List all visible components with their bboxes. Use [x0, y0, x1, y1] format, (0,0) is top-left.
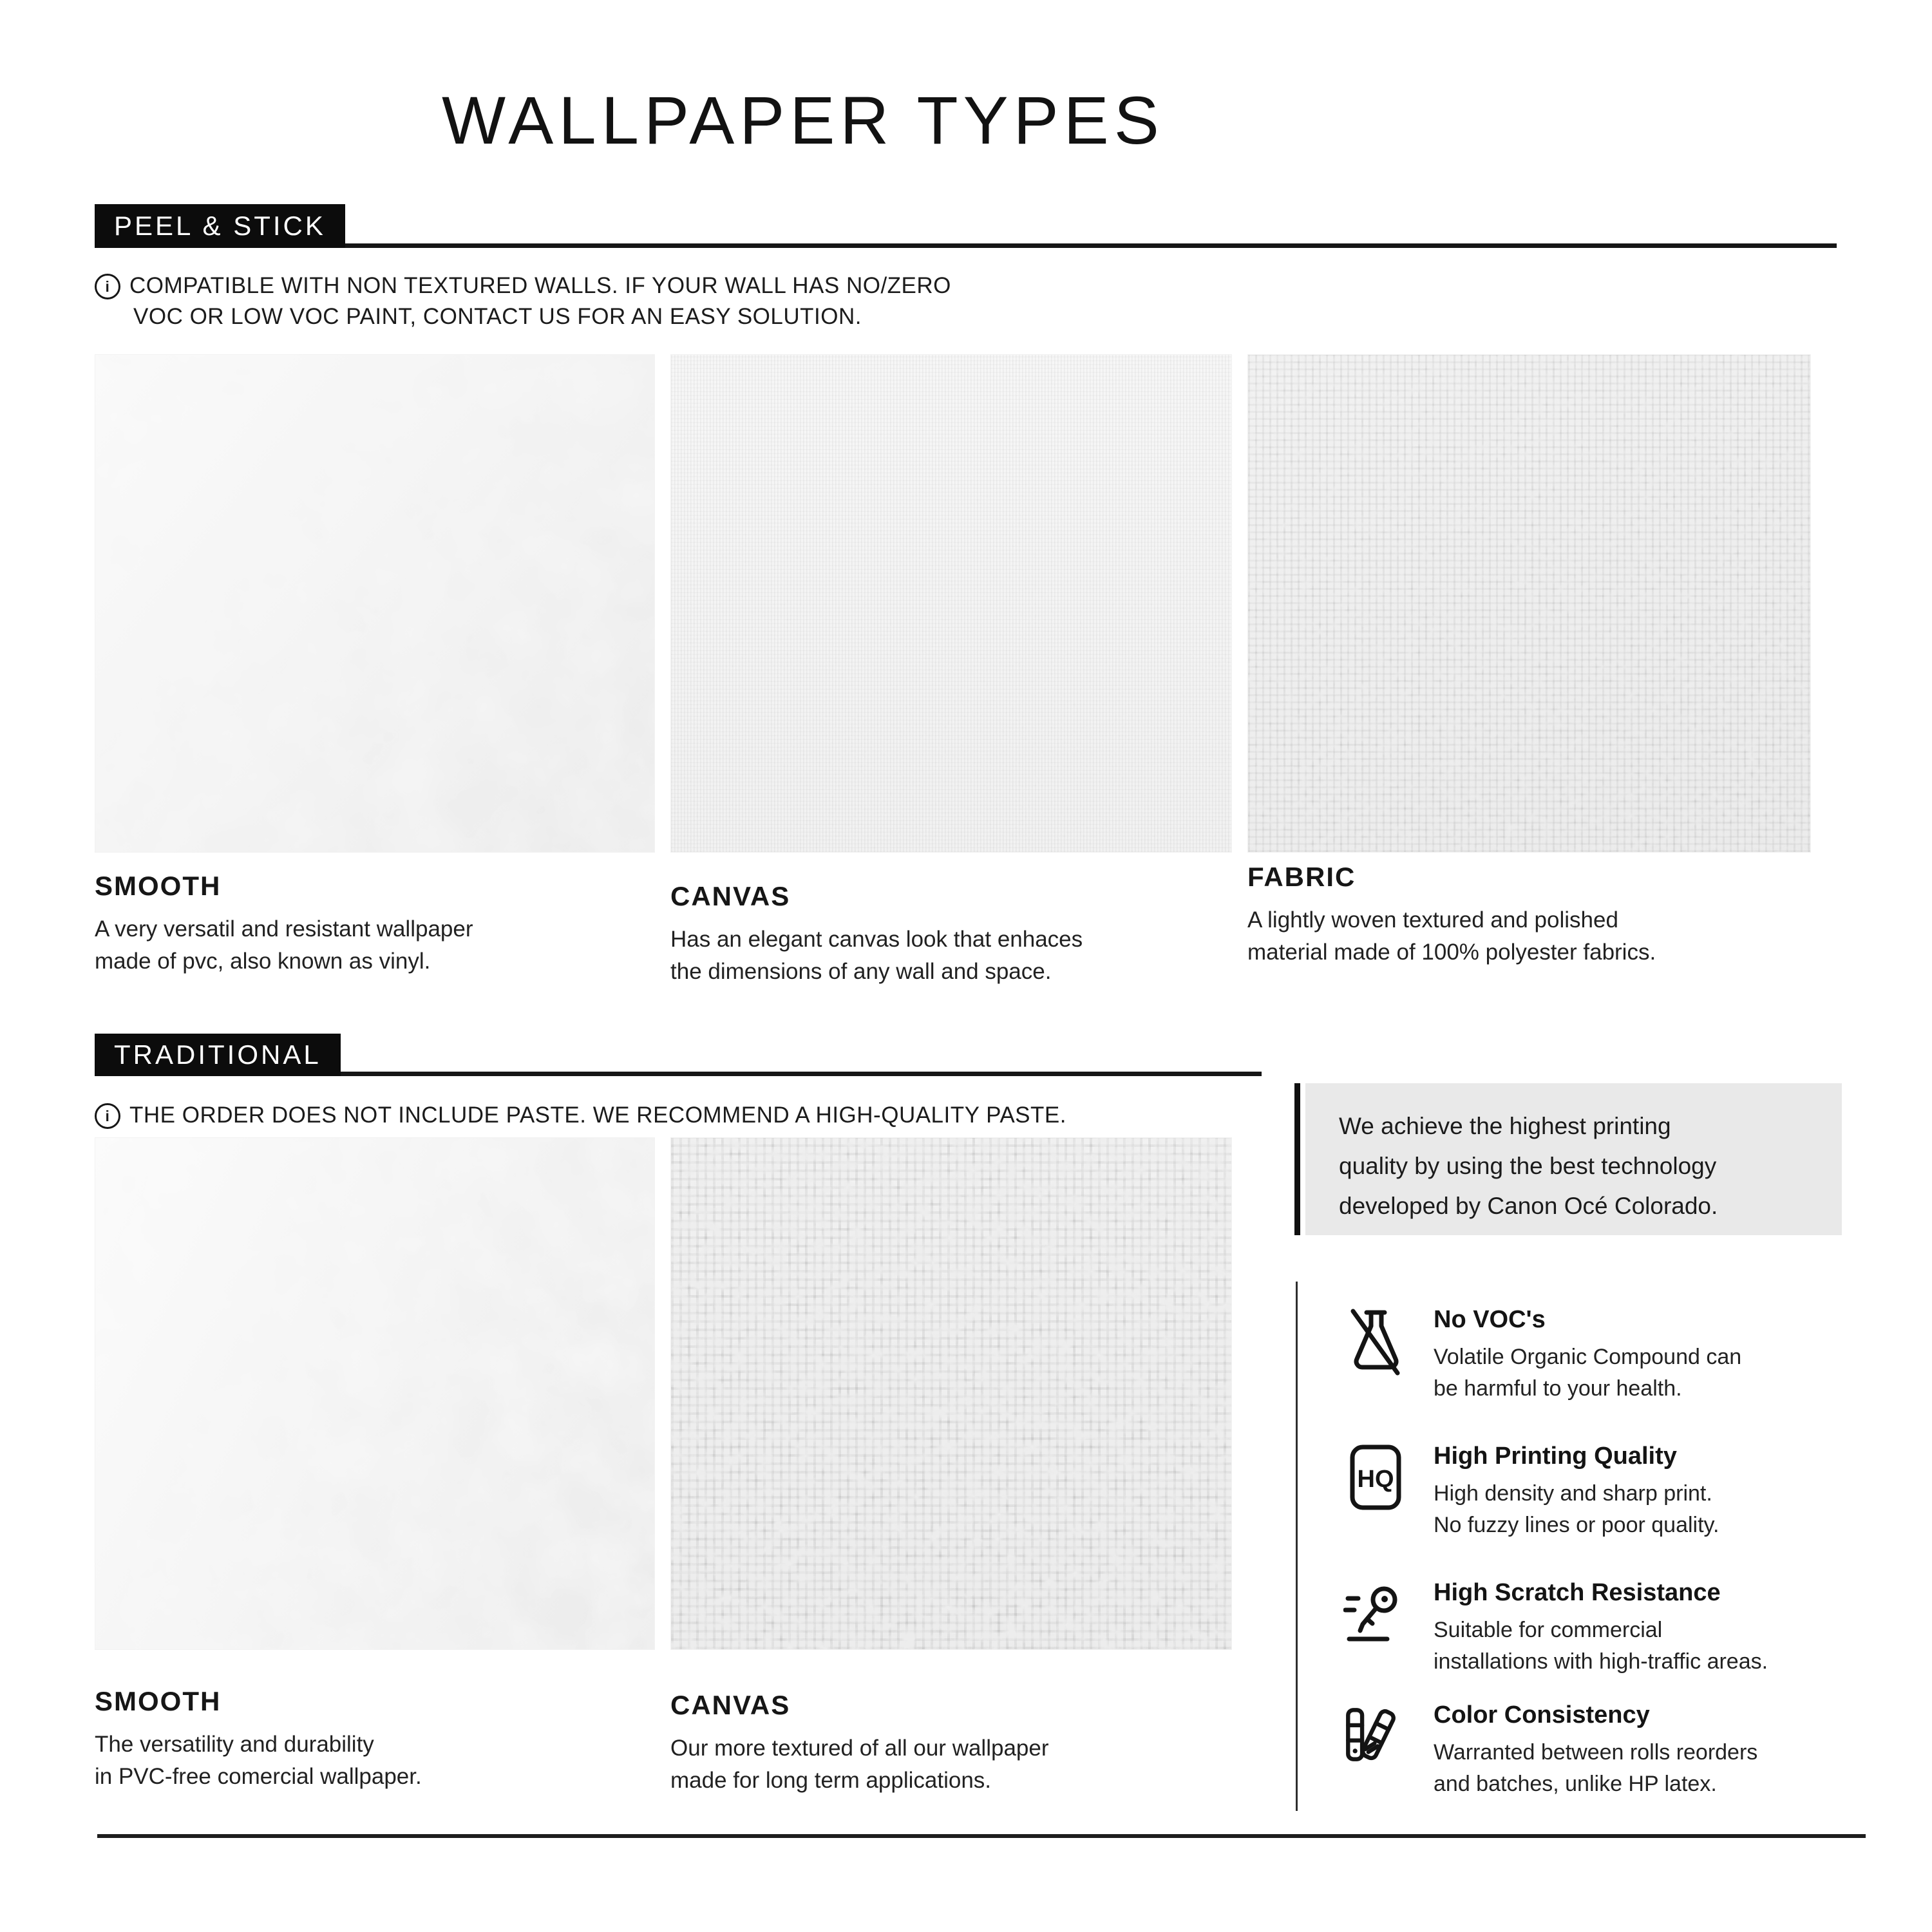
swatch-description [95, 1728, 422, 1793]
traditional-note [95, 1100, 1066, 1131]
feature-high-printing-quality [1343, 1443, 1846, 1541]
page-title: WALLPAPER TYPES [442, 83, 1164, 158]
note-line: COMPATIBLE WITH NON TEXTURED WALLS. IF YOUR WALL HAS NO/ZERO [129, 273, 951, 298]
banner-accent-bar [1294, 1083, 1300, 1235]
svg-text:HQ: HQ [1357, 1466, 1394, 1493]
desc-line: Volatile Organic Compound can [1434, 1345, 1742, 1369]
desc-line: material made of 100% polyester fabrics. [1247, 940, 1656, 965]
feature-title: High Printing Quality [1434, 1443, 1677, 1470]
desc-line: made of pvc, also known as vinyl. [95, 949, 431, 974]
color-swatches-icon [1343, 1701, 1408, 1774]
texture-noise [671, 355, 1231, 852]
feature-description [1434, 1737, 1846, 1800]
feature-description [1434, 1615, 1846, 1678]
info-icon-glyph: i [105, 1107, 110, 1124]
swatch-description [1247, 904, 1656, 969]
note-line: THE ORDER DOES NOT INCLUDE PASTE. WE RECOMMEND A HIGH-QUALITY PASTE. [129, 1103, 1066, 1128]
swatch-title-smooth: SMOOTH [95, 871, 222, 901]
info-icon [95, 1103, 120, 1129]
texture-noise [671, 1138, 1231, 1649]
banner-line: quality by using the best technology [1339, 1153, 1717, 1179]
desc-line: A lightly woven textured and polished [1247, 907, 1618, 933]
swatch-description [670, 923, 1083, 988]
features-divider-line [1296, 1282, 1298, 1811]
desc-line: Has an elegant canvas look that enhaces [670, 927, 1083, 952]
desc-line: High density and sharp print. [1434, 1481, 1712, 1506]
feature-title: No VOC's [1434, 1306, 1546, 1333]
desc-line: and batches, unlike HP latex. [1434, 1772, 1717, 1796]
no-voc-flask-icon [1343, 1306, 1408, 1378]
swatch-title-smooth: SMOOTH [95, 1686, 222, 1716]
printing-quality-banner [1305, 1083, 1842, 1235]
hq-badge-icon [1343, 1443, 1408, 1515]
desc-line: A very versatil and resistant wallpaper [95, 916, 473, 942]
peel-stick-note [95, 270, 951, 332]
feature-description [1434, 1478, 1846, 1541]
texture-sample-peel-fabric [1247, 354, 1811, 853]
desc-line: made for long term applications. [670, 1768, 992, 1793]
section-label-traditional [95, 1034, 341, 1076]
texture-noise [95, 355, 654, 852]
bottom-rule [97, 1834, 1866, 1838]
desc-line: Our more textured of all our wallpaper [670, 1736, 1049, 1761]
swatch-title-canvas: CANVAS [670, 1690, 791, 1720]
section-label-text: TRADITIONAL [114, 1039, 321, 1070]
feature-title: Color Consistency [1434, 1701, 1650, 1728]
desc-line: be harmful to your health. [1434, 1376, 1682, 1401]
texture-sample-traditional-smooth [95, 1137, 655, 1650]
desc-line: The versatility and durability [95, 1732, 374, 1757]
texture-sample-peel-canvas [670, 354, 1232, 853]
texture-noise [1248, 355, 1810, 852]
swatch-description [95, 913, 473, 978]
banner-line: We achieve the highest printing [1339, 1113, 1671, 1139]
feature-no-vocs [1343, 1306, 1846, 1405]
texture-noise [95, 1138, 654, 1649]
section-label-peel-stick [95, 204, 345, 248]
banner-line: developed by Canon Océ Colorado. [1339, 1193, 1718, 1219]
texture-sample-traditional-canvas [670, 1137, 1232, 1650]
swatch-title-fabric: FABRIC [1247, 862, 1356, 892]
section-label-text: PEEL & STICK [114, 211, 326, 241]
desc-line: Suitable for commercial [1434, 1618, 1663, 1642]
note-line: VOC OR LOW VOC PAINT, CONTACT US FOR AN EASY SOLUTION. [133, 304, 862, 329]
swatch-title-canvas: CANVAS [670, 881, 791, 911]
texture-sample-peel-smooth [95, 354, 655, 853]
desc-line: the dimensions of any wall and space. [670, 959, 1052, 984]
info-icon [95, 274, 120, 299]
swatch-description [670, 1732, 1049, 1797]
feature-color-consistency [1343, 1701, 1846, 1800]
feature-title: High Scratch Resistance [1434, 1579, 1721, 1606]
info-icon-glyph: i [105, 278, 110, 295]
section-rule-peel-stick [95, 243, 1837, 248]
desc-line: installations with high-traffic areas. [1434, 1649, 1768, 1674]
desc-line: in PVC-free comercial wallpaper. [95, 1764, 422, 1789]
feature-description [1434, 1341, 1846, 1405]
desc-line: No fuzzy lines or poor quality. [1434, 1513, 1719, 1537]
desc-line: Warranted between rolls reorders [1434, 1740, 1758, 1765]
scratch-key-icon [1343, 1579, 1408, 1651]
feature-high-scratch-resistance [1343, 1579, 1846, 1678]
